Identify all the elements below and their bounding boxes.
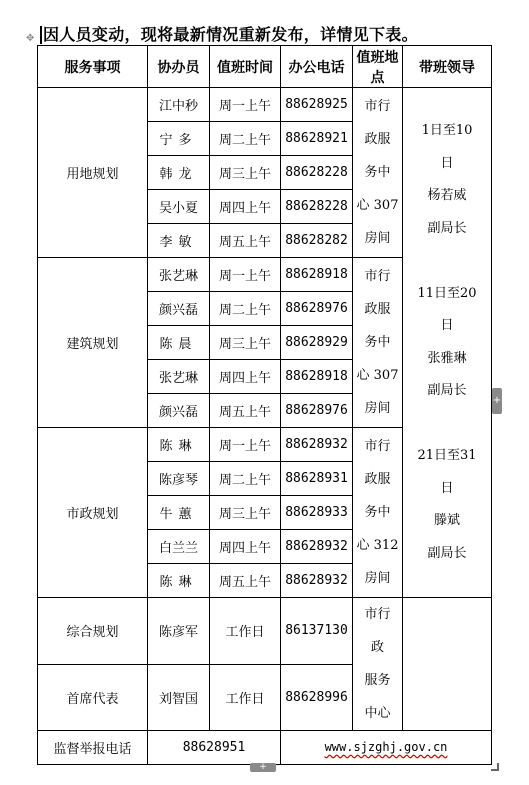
phone-cell: 86137130 bbox=[281, 598, 353, 665]
staff-cell: 吴小夏 bbox=[148, 190, 210, 224]
staff-cell: 牛蕙 bbox=[148, 496, 210, 530]
header-service: 服务事项 bbox=[38, 46, 148, 88]
time-cell: 周三上午 bbox=[210, 496, 281, 530]
phone-cell: 88628976 bbox=[281, 394, 353, 428]
staff-cell: 韩龙 bbox=[148, 156, 210, 190]
time-cell: 周一上午 bbox=[210, 88, 281, 122]
phone-cell: 88628282 bbox=[281, 224, 353, 258]
staff-cell: 宁多 bbox=[148, 122, 210, 156]
location-cell: 市行 政服 务中 心 307 房间 bbox=[353, 258, 403, 428]
location-cell: 市行 政服 务中 心 307 房间 bbox=[353, 88, 403, 258]
footer-website-cell bbox=[281, 731, 492, 765]
time-cell: 周一上午 bbox=[210, 428, 281, 462]
staff-cell: 陈晨 bbox=[148, 326, 210, 360]
phone-cell: 88628996 bbox=[281, 664, 353, 731]
staff-cell: 江中秒 bbox=[148, 88, 210, 122]
time-cell: 周五上午 bbox=[210, 224, 281, 258]
phone-cell: 88628228 bbox=[281, 156, 353, 190]
document-heading: 因人员变动，现将最新情况重新发布，详情见下表。 bbox=[43, 25, 418, 44]
insert-row-handle-icon[interactable]: + bbox=[250, 763, 276, 772]
location-cell: 市行 政 服务 中心 bbox=[353, 598, 403, 731]
location-cell: 市行 政服 务中 心 312 房间 bbox=[353, 428, 403, 598]
phone-cell: 88628976 bbox=[281, 292, 353, 326]
time-cell: 周五上午 bbox=[210, 564, 281, 598]
footer-website: www.sjzghj.gov.cn bbox=[324, 740, 448, 754]
phone-cell: 88628932 bbox=[281, 428, 353, 462]
phone-cell: 88628933 bbox=[281, 496, 353, 530]
phone-cell: 88628925 bbox=[281, 88, 353, 122]
leader-cell: 1日至10 日 杨若威 副局长 11日至20 日 张雅琳 副局长 21日至31 日 滕斌 副局长 bbox=[403, 88, 492, 598]
staff-cell: 颜兴磊 bbox=[148, 292, 210, 326]
time-cell: 周二上午 bbox=[210, 462, 281, 496]
duty-schedule-table bbox=[37, 45, 492, 765]
insert-column-handle-icon[interactable]: + bbox=[492, 388, 502, 414]
phone-cell: 88628932 bbox=[281, 564, 353, 598]
service-cell: 市政规划 bbox=[38, 428, 148, 598]
header-staff: 协办员 bbox=[148, 46, 210, 88]
phone-cell: 88628228 bbox=[281, 190, 353, 224]
staff-cell: 李敏 bbox=[148, 224, 210, 258]
phone-cell: 88628921 bbox=[281, 122, 353, 156]
table-row bbox=[38, 88, 492, 122]
time-cell: 周三上午 bbox=[210, 326, 281, 360]
staff-cell: 颜兴磊 bbox=[148, 394, 210, 428]
header-phone: 办公电话 bbox=[281, 46, 353, 88]
time-cell: 周四上午 bbox=[210, 190, 281, 224]
time-cell: 周五上午 bbox=[210, 394, 281, 428]
time-cell: 周二上午 bbox=[210, 292, 281, 326]
time-cell: 工作日 bbox=[210, 598, 281, 665]
header-row bbox=[38, 46, 492, 88]
phone-cell: 88628931 bbox=[281, 462, 353, 496]
service-cell: 建筑规划 bbox=[38, 258, 148, 428]
staff-cell: 白兰兰 bbox=[148, 530, 210, 564]
service-cell: 用地规划 bbox=[38, 88, 148, 258]
time-cell: 周四上午 bbox=[210, 360, 281, 394]
time-cell: 周二上午 bbox=[210, 122, 281, 156]
staff-cell: 张艺琳 bbox=[148, 258, 210, 292]
staff-cell: 陈琳 bbox=[148, 428, 210, 462]
staff-cell: 刘智国 bbox=[148, 664, 210, 731]
staff-cell: 张艺琳 bbox=[148, 360, 210, 394]
staff-cell: 陈琳 bbox=[148, 564, 210, 598]
service-cell: 首席代表 bbox=[38, 664, 148, 731]
header-leader: 带班领导 bbox=[403, 46, 492, 88]
table-move-handle-icon[interactable]: ✥ bbox=[26, 33, 35, 44]
time-cell: 周一上午 bbox=[210, 258, 281, 292]
service-cell: 综合规划 bbox=[38, 598, 148, 665]
footer-label: 监督举报电话 bbox=[38, 731, 148, 765]
footer-phone: 88628951 bbox=[148, 731, 281, 765]
header-location: 值班地点 bbox=[353, 46, 403, 88]
table-resize-handle-icon[interactable] bbox=[491, 763, 499, 771]
table-row bbox=[38, 598, 492, 665]
leader-cell-empty bbox=[403, 598, 492, 731]
staff-cell: 陈彦军 bbox=[148, 598, 210, 665]
phone-cell: 88628918 bbox=[281, 258, 353, 292]
phone-cell: 88628932 bbox=[281, 530, 353, 564]
time-cell: 工作日 bbox=[210, 664, 281, 731]
time-cell: 周四上午 bbox=[210, 530, 281, 564]
header-time: 值班时间 bbox=[210, 46, 281, 88]
time-cell: 周三上午 bbox=[210, 156, 281, 190]
phone-cell: 88628918 bbox=[281, 360, 353, 394]
text-cursor bbox=[40, 26, 42, 44]
footer-row bbox=[38, 731, 492, 765]
phone-cell: 88628929 bbox=[281, 326, 353, 360]
staff-cell: 陈彦琴 bbox=[148, 462, 210, 496]
